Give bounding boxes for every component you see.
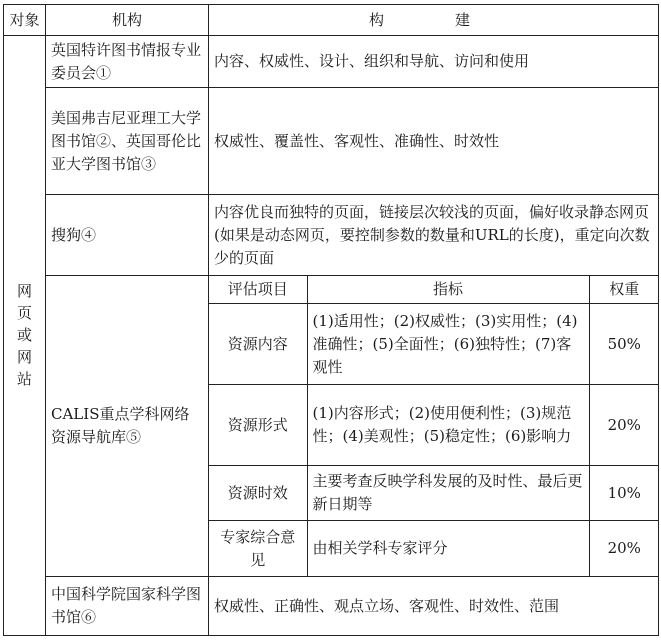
org-cell: 英国特许图书情报专业委员会① [46,36,209,88]
org-cell: 搜狗④ [46,195,209,276]
eval-weight: 20% [589,385,659,466]
criteria-cell: 权威性、正确性、观点立场、客观性、时效性、范围 [209,577,659,636]
criteria-cell [209,276,659,577]
sub-header-row [209,276,659,304]
eval-item: 资源形式 [209,385,307,466]
table-row [4,577,659,636]
eval-indicator: (1)内容形式；(2)使用便利性；(3)规范性；(4)美观性；(5)稳定性；(6)影响力 [307,385,589,466]
org-cell: 美国弗吉尼亚理工大学图书馆②、英国哥伦比亚大学图书馆③ [46,88,209,195]
header-org: 机构 [46,5,209,36]
table-row [4,276,659,577]
criteria-cell: 权威性、覆盖性、客观性、准确性、时效性 [209,88,659,195]
sub-row [209,385,659,466]
sub-row [209,465,659,521]
header-row [4,5,659,36]
header-construct: 构 建 [209,5,659,36]
object-cell [4,36,46,636]
sub-header-item: 评估项目 [209,276,307,304]
eval-indicator: (1)适用性；(2)权威性；(3)实用性；(4)准确性；(5)全面性；(6)独特性；(7)客观性 [307,304,589,385]
header-object: 对象 [4,5,46,36]
table-row [4,195,659,276]
eval-weight: 50% [589,304,659,385]
eval-item: 资源内容 [209,304,307,385]
org-cell: CALIS重点学科网络资源导航库⑤ [46,276,209,577]
eval-weight: 20% [589,521,659,577]
eval-weight: 10% [589,465,659,521]
sub-row [209,304,659,385]
eval-item: 资源时效 [209,465,307,521]
sub-row [209,521,659,577]
calis-subtable [209,276,659,576]
eval-indicator: 主要考查反映学科发展的及时性、最后更新日期等 [307,465,589,521]
org-cell: 中国科学院国家科学图书馆⑥ [46,577,209,636]
criteria-cell: 内容优良而独特的页面，链接层次较浅的页面，偏好收录静态网页(如果是动态网页，要控制参数的数量和URL的长度)，重定向次数少的页面 [209,195,659,276]
sub-header-indicator: 指标 [307,276,589,304]
sub-header-weight: 权重 [589,276,659,304]
eval-item: 专家综合意见 [209,521,307,577]
table-row [4,36,659,88]
evaluation-table [3,4,659,636]
criteria-cell: 内容、权威性、设计、组织和导航、访问和使用 [209,36,659,88]
table-row [4,88,659,195]
object-label: 网页或网站 [16,282,32,388]
eval-indicator: 由相关学科专家评分 [307,521,589,577]
